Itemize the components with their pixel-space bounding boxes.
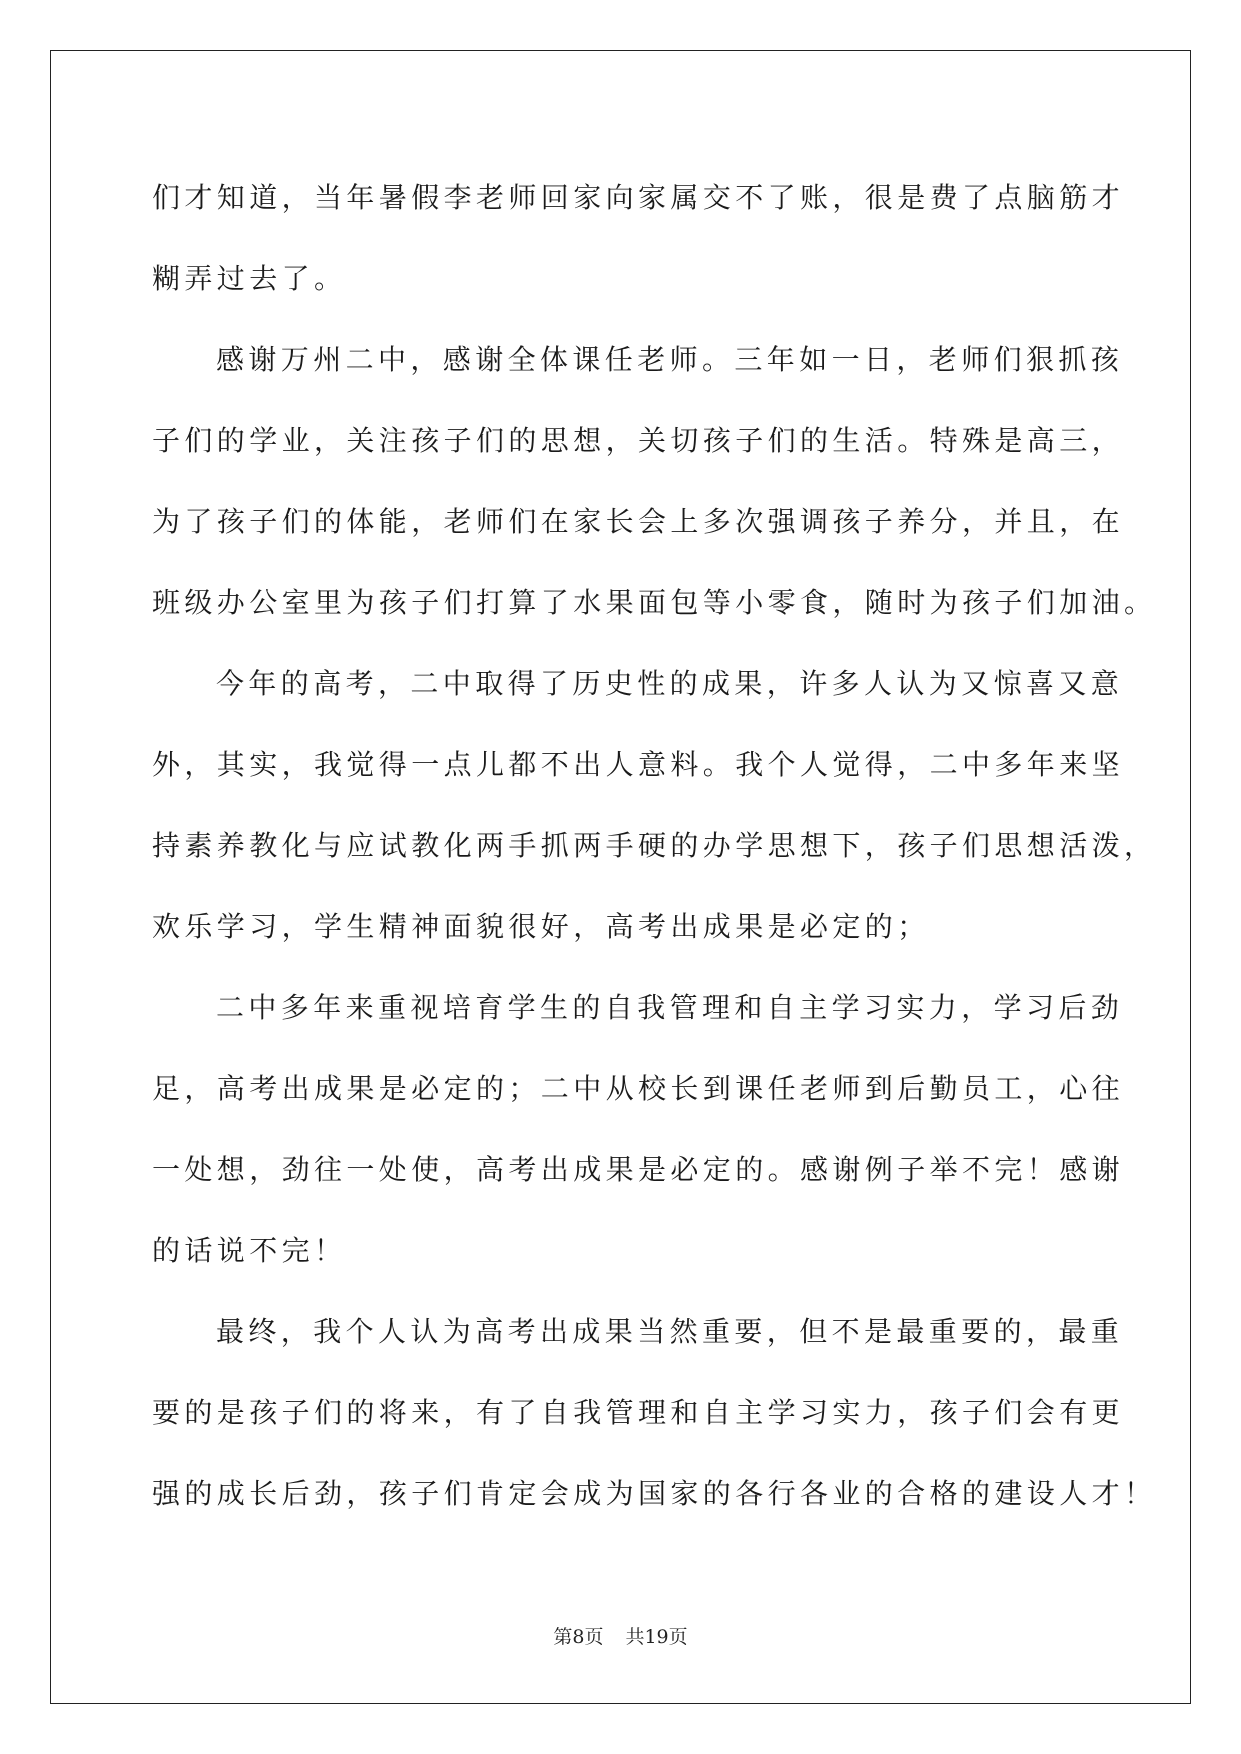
text-line: 要的是孩子们的将来，有了自我管理和自主学习实力，孩子们会有更: [152, 1396, 1125, 1429]
text-line: 为了孩子们的体能，老师们在家长会上多次强调孩子养分，并且，在: [152, 505, 1125, 538]
paragraph-start-line: 今年的高考，二中取得了历史性的成果，许多人认为又惊喜又意: [216, 667, 1124, 700]
paragraph-start-line: 感谢万州二中，感谢全体课任老师。三年如一日，老师们狠抓孩: [216, 343, 1124, 376]
text-line: 强的成长后劲，孩子们肯定会成为国家的各行各业的合格的建设人才！: [152, 1477, 1157, 1510]
text-line: 们才知道，当年暑假李老师回家向家属交不了账，很是费了点脑筋才: [152, 181, 1125, 214]
text-line: 足，高考出成果是必定的；二中从校长到课任老师到后勤员工，心往: [152, 1072, 1125, 1105]
page-footer: [0, 1622, 1241, 1649]
text-line: 的话说不完！: [152, 1234, 347, 1267]
text-line: 子们的学业，关注孩子们的思想，关切孩子们的生活。特殊是高三，: [152, 424, 1125, 457]
text-line: 糊弄过去了。: [152, 262, 347, 295]
current-page-number: 第8页: [553, 1626, 604, 1648]
text-line: 班级办公室里为孩子们打算了水果面包等小零食，随时为孩子们加油。: [152, 586, 1157, 619]
document-body: [152, 157, 1157, 1534]
text-line: 欢乐学习，学生精神面貌很好，高考出成果是必定的；: [152, 910, 930, 943]
text-line: 持素养教化与应试教化两手抓两手硬的办学思想下，孩子们思想活泼，: [152, 829, 1157, 862]
paragraph-start-line: 二中多年来重视培育学生的自我管理和自主学习实力，学习后劲: [216, 991, 1124, 1024]
total-pages: 共19页: [625, 1626, 688, 1648]
text-line: 一处想，劲往一处使，高考出成果是必定的。感谢例子举不完！感谢: [152, 1153, 1125, 1186]
paragraph-start-line: 最终，我个人认为高考出成果当然重要，但不是最重要的，最重: [216, 1315, 1124, 1348]
text-line: 外，其实，我觉得一点儿都不出人意料。我个人觉得，二中多年来坚: [152, 748, 1125, 781]
